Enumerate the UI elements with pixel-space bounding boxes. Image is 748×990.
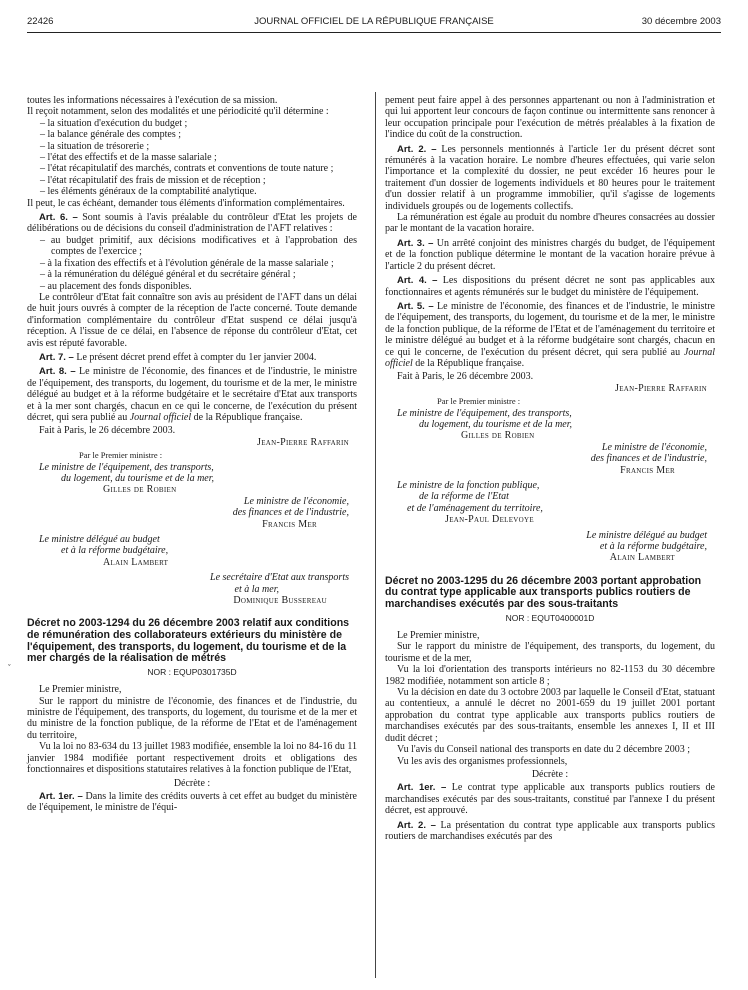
nor-reference: NOR : EQUP0301735D: [147, 666, 237, 677]
list-item: – au placement des fonds disponibles.: [40, 280, 192, 292]
page-number: 22426: [27, 16, 54, 27]
article-label: Art. 6. –: [39, 212, 78, 224]
paragraph: La rémunération est égale au produit du nombre d'heures consacrées au dossier par le montant de la vacation horaire.: [385, 212, 715, 235]
column-divider: [375, 92, 376, 978]
right-column: [385, 95, 715, 842]
list-item: – l'état des effectifs et de la masse salariale ;: [40, 152, 217, 164]
list-item: – à la fixation des effectifs et à l'évolution générale de la masse salariale ;: [40, 257, 334, 269]
article-label: Art. 4. –: [397, 275, 438, 287]
list-item: – l'état récapitulatif des marchés, contrats et conventions de toute nature ;: [40, 163, 334, 175]
paragraph: Il peut, le cas échéant, demander tous éléments d'information complémentaires.: [27, 197, 345, 209]
list-item: – les éléments généraux de la comptabilité analytique.: [40, 186, 257, 198]
paragraph: Le contrôleur d'Etat fait connaître son avis au président de l'AFT dans un délai de huit jours ouvrés à compter de la réception de l'acte concerné. Toute demande d'information complémentaire du contrôleur d'Etat suspend ce délai jusqu'à réception. A l'issue de ce délai, en l'absence de réponse du contrôleur d'Etat, cet avis est réputé favorable.: [27, 291, 357, 349]
signer-eco: Francis Mer: [620, 464, 675, 476]
paragraph: Vu l'avis du Conseil national des transports en date du 2 décembre 2003 ;: [397, 744, 691, 756]
signer-pm: Jean-Pierre Raffarin: [615, 382, 707, 394]
fait-a-paris: Fait à Paris, le 26 décembre 2003.: [39, 425, 176, 437]
left-column: [27, 95, 357, 814]
list-item: – la situation d'exécution du budget ;: [40, 117, 188, 129]
article-7: Art. 7. – Le présent décret prend effet à compter du 1er janvier 2004.: [39, 351, 317, 363]
decrete: Décrète :: [531, 768, 569, 780]
signer-equip: Gilles de Robien: [103, 484, 177, 496]
paragraph: Vu la décision en date du 3 octobre 2003 par laquelle le Conseil d'Etat, statuant au contentieux, a annulé le décret no 2001-659 du 19 juillet 2001 portant approbation du contrat type applicable aux transports publics routiers de marchandises exécutés par des sous-traitants, ensemble les annexes I, II et III dudit décret ;: [385, 687, 715, 744]
article-4: Art. 4. – Les dispositions du présent décret ne sont pas applicables aux fonctionnaires et agents rémunérés sur le budget du ministère de l'équipement.: [385, 275, 715, 298]
list-item: – au budget primitif, aux décisions modificatives et à l'approbation des comptes de l'exercice ;: [40, 234, 357, 258]
paragraph: Il reçoit notamment, selon des modalités et une périodicité qu'il détermine :: [27, 106, 329, 118]
page-header: [27, 16, 721, 30]
paragraph: Le Premier ministre,: [397, 630, 480, 642]
article-2: Art. 2. – Les personnels mentionnés à l'article 1er du présent décret sont rémunérés à la vacation horaire. Le nombre d'heures effectuées, qui varie selon l'importance et la complexité du dossier, ne peut excéder 16 heures pour le traitement d'un dossier de logements individuels et 80 heures pour le traitement d'un dossier relatif à un programme immobilier, qu'il s'agisse de logements individuels groupés ou de logements collectifs.: [385, 143, 715, 212]
journal-name: Journal officiel: [129, 411, 192, 423]
article-3: Art. 3. – Un arrêté conjoint des ministres chargés du budget, de l'équipement et de la fonction publique détermine le montant de la vacation horaire prévue à l'article 2 du présent décret.: [385, 237, 715, 272]
list-item: – l'état récapitulatif des frais de mission et de réception ;: [40, 174, 266, 186]
paragraph: Vu la loi d'orientation des transports intérieurs no 82-1153 du 30 décembre 1982 modifiée, notamment son article 8 ;: [385, 664, 715, 687]
paragraph: Le Premier ministre,: [39, 684, 122, 696]
minister-title: Le ministre de l'économie, des finances et de l'industrie,: [590, 441, 707, 465]
par-premier-ministre: Par le Premier ministre :: [437, 396, 521, 407]
signer-budget: Alain Lambert: [103, 556, 169, 568]
minister-title: Le ministre de l'équipement, des transports, du logement, du tourisme et de la mer,: [39, 461, 215, 484]
article-1: Art. 1er. – Le contrat type applicable aux transports publics routiers de marchandises exécutés par des sous-traitants, constitué par l'annexe I du présent décret, est approuvé.: [385, 782, 715, 817]
paragraph: toutes les informations nécessaires à l'exécution de sa mission.: [27, 95, 278, 106]
article-label: Art. 1er. –: [397, 782, 447, 794]
article-label: Art. 1er. –: [39, 790, 83, 802]
decree-title: Décret no 2003-1294 du 26 décembre 2003 relatif aux conditions de rémunération des collaborateurs extérieurs du ministère de l'équipement, des transports, du logement, du tourisme et de la mer chargés de la réalisation de métrés: [27, 617, 350, 665]
signer-pm: Jean-Pierre Raffarin: [257, 436, 349, 448]
journal-name: Journal officiel: [385, 346, 716, 369]
article-label: Art. 8. –: [39, 366, 76, 378]
article-label: Art. 2. –: [397, 143, 437, 155]
signer-equip: Gilles de Robien: [461, 430, 535, 442]
article-label: Art. 7. –: [39, 351, 74, 363]
signer-eco: Francis Mer: [262, 518, 317, 530]
list-item: – la situation de trésorerie ;: [40, 140, 150, 152]
article-6: Art. 6. – Sont soumis à l'avis préalable du contrôleur d'Etat les projets de délibérations ou de décisions du conseil d'administration de l'AFT relatives :: [27, 212, 357, 235]
article-label: Art. 3. –: [397, 237, 434, 249]
decree-title: Décret no 2003-1295 du 26 décembre 2003 portant approbation du contrat type applicable aux transports publics routiers de marchandises exécutés par des sous-traitants: [385, 574, 702, 611]
nor-reference: NOR : EQUT0400001D: [505, 612, 595, 623]
article-label: Art. 5. –: [397, 300, 434, 312]
minister-title: Le ministre délégué au budget et à la réforme budgétaire,: [39, 534, 169, 557]
list-item: – à la rémunération du délégué général et du secrétaire général ;: [40, 269, 296, 281]
article-2: Art. 2. – La présentation du contrat type applicable aux transports publics routiers de marchandises exécutés par des: [385, 819, 715, 842]
article-1: Art. 1er. – Dans la limite des crédits ouverts à cet effet au budget du ministère de l'équipement, le ministre de l'équi-: [27, 790, 357, 814]
paragraph: Sur le rapport du ministre de l'économie, des finances et de l'industrie, du ministre de l'équipement, des transports, du logement, du tourisme et de la mer et du ministre de la fonction publique, de la réforme de l'Etat et de l'aménagement du territoire,: [27, 695, 357, 741]
article-8: Art. 8. – Le ministre de l'économie, des finances et de l'industrie, le ministre de l'équipement, des transports, du logement, du tourisme et de la mer, le ministre délégué au budget et à la réforme budgétaire et le secrétaire d'Etat aux transports et à la mer sont chargés, chacun en ce qui le concerne, de l'exécution du présent décret, qui sera publié au Journal officiel de la République française.: [27, 366, 357, 423]
article-label: Art. 2. –: [397, 819, 436, 831]
par-premier-ministre: Par le Premier ministre :: [79, 450, 163, 461]
decrete: Décrète :: [173, 777, 211, 789]
issue-date: 30 décembre 2003: [641, 16, 721, 27]
signer-sec: Dominique Bussereau: [233, 595, 327, 607]
minister-title: Le ministre de l'économie, des finances et de l'industrie,: [232, 495, 349, 519]
paragraph: pement peut faire appel à des personnes appartenant ou non à l'administration et qui lui apportent leur concours de façon continue ou intermittente sans renoncer à leur occupation principale pour l'exécution de métrés préalables à la fixation de l'indice du coût de la construction.: [385, 95, 715, 141]
paragraph: Vu la loi no 83-634 du 13 juillet 1983 modifiée, ensemble la loi no 84-16 du 11 janvier 1984 modifiée portant respectivement droits et obligations des fonctionnaires et dispositions statutaires relatives à la fonction publique de l'Etat,: [27, 741, 357, 776]
minister-title: Le ministre de l'équipement, des transports, du logement, du tourisme et de la mer,: [397, 407, 573, 430]
article-5: Art. 5. – Le ministre de l'économie, des finances et de l'industrie, le ministre de l'équipement, des transports, du logement, du tourisme et de la mer, le ministre de la fonction publique, de la réforme de l'Etat et de l'aménagement du territoire et le ministre délégué au budget et à la réforme budgétaire sont chargés, chacun en ce qui le concerne, de l'exécution du présent décret, qui sera publié au Journal officiel de la République française.: [385, 300, 716, 369]
paragraph: Sur le rapport du ministre de l'équipement, des transports, du logement, du tourisme et de la mer,: [385, 641, 715, 664]
fait-a-paris: Fait à Paris, le 26 décembre 2003.: [397, 371, 534, 383]
header-rule: [27, 32, 721, 33]
list-item: – la balance générale des comptes ;: [40, 129, 182, 141]
minister-title: Le secrétaire d'Etat aux transports et à la mer,: [210, 572, 349, 595]
journal-title: JOURNAL OFFICIEL DE LA RÉPUBLIQUE FRANÇAISE: [254, 16, 494, 27]
signer-fp: Jean-Paul Delevoye: [445, 514, 534, 526]
paragraph: Vu les avis des organismes professionnels,: [397, 755, 568, 767]
minister-title: Le ministre de la fonction publique, de la réforme de l'Etat et de l'aménagement du territoire,: [397, 480, 543, 514]
margin-mark: ˇ: [8, 663, 11, 672]
signer-budget: Alain Lambert: [609, 552, 675, 564]
minister-title: Le ministre délégué au budget et à la réforme budgétaire,: [586, 529, 707, 553]
